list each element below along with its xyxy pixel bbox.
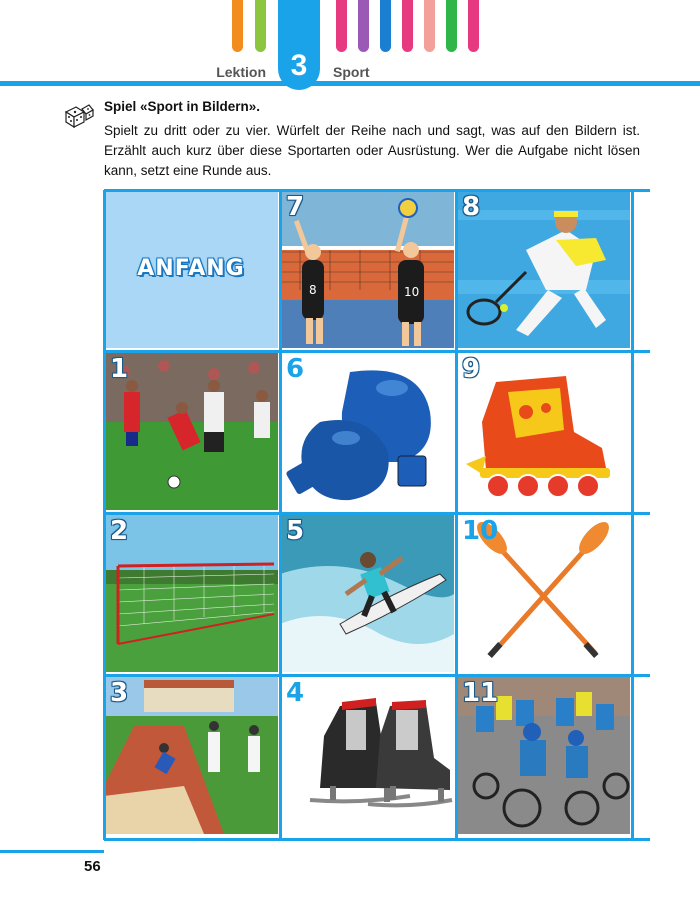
dice-icon (64, 103, 94, 129)
stripe-purple (358, 0, 369, 52)
stripe-orange (232, 0, 243, 52)
board-line (104, 838, 650, 841)
lesson-number: 3 (290, 49, 308, 82)
board-line (104, 512, 650, 515)
stripe-salmon (424, 0, 435, 52)
stripe-green (255, 0, 266, 52)
board-line (455, 190, 458, 840)
cell-number: 11 (462, 678, 499, 708)
board-cell-5 (280, 514, 454, 672)
board-line (631, 190, 634, 840)
stripe-blue (380, 0, 391, 52)
inline-skates-picture (456, 352, 630, 510)
board-cell-10 (456, 514, 630, 672)
cell-number: 2 (110, 516, 129, 546)
header-rule (0, 81, 700, 86)
cell-number: 7 (286, 192, 305, 222)
task-title: Spiel «Sport in Bildern». (104, 99, 261, 114)
cell-number: 9 (462, 354, 481, 384)
lektion-label: Lektion (216, 64, 266, 80)
tennis-picture (456, 190, 630, 348)
stripe-pink-1 (336, 0, 347, 52)
start-label: ANFANG (137, 256, 245, 281)
football-picture (104, 352, 278, 510)
boxing-gloves-picture (280, 352, 454, 510)
svg-text:8: 8 (309, 283, 317, 297)
board-cell-7 (280, 190, 454, 348)
cell-number: 6 (286, 354, 305, 384)
cell-number: 3 (110, 678, 129, 708)
stripe-pink-2 (402, 0, 413, 52)
svg-text:10: 10 (404, 285, 420, 299)
start-cell (104, 190, 278, 348)
board-cell-6 (280, 352, 454, 510)
stripe-green-2 (446, 0, 457, 52)
ice-skates-picture (280, 676, 454, 834)
board-cell-3 (104, 676, 278, 834)
cell-number: 4 (286, 678, 305, 708)
game-board (104, 190, 650, 840)
board-cell-9 (456, 352, 630, 510)
board-line (104, 350, 650, 353)
cell-number: 10 (462, 516, 499, 546)
board-line (103, 190, 106, 840)
topic-label: Sport (333, 64, 370, 80)
lesson-badge (278, 0, 320, 90)
cell-number: 8 (462, 192, 481, 222)
cell-number: 1 (110, 354, 129, 384)
board-cell-8 (456, 190, 630, 348)
long-jump-picture (104, 676, 278, 834)
board-cell-4 (280, 676, 454, 834)
volleyball-picture (280, 190, 454, 348)
task-instructions: Spielt zu dritt oder zu vier. Würfelt der Reihe nach und sagt, was auf den Bildern ist. Erzählt auch kurz über diese Sportarten oder Ausrüstung. Wer die Aufgabe nicht lösen kann, setzt eine Runde aus. (104, 123, 640, 178)
page-number: 56 (84, 858, 101, 875)
board-cell-1 (104, 352, 278, 510)
stripe-pink-3 (468, 0, 479, 52)
surfing-picture (280, 514, 454, 672)
board-cell-11 (456, 676, 630, 834)
board-line (104, 674, 650, 677)
cell-number: 5 (286, 516, 305, 546)
board-line (104, 189, 650, 192)
board-cell-2 (104, 514, 278, 672)
footer-rule (0, 850, 104, 853)
goal-net-picture (104, 514, 278, 672)
board-line (279, 190, 282, 840)
